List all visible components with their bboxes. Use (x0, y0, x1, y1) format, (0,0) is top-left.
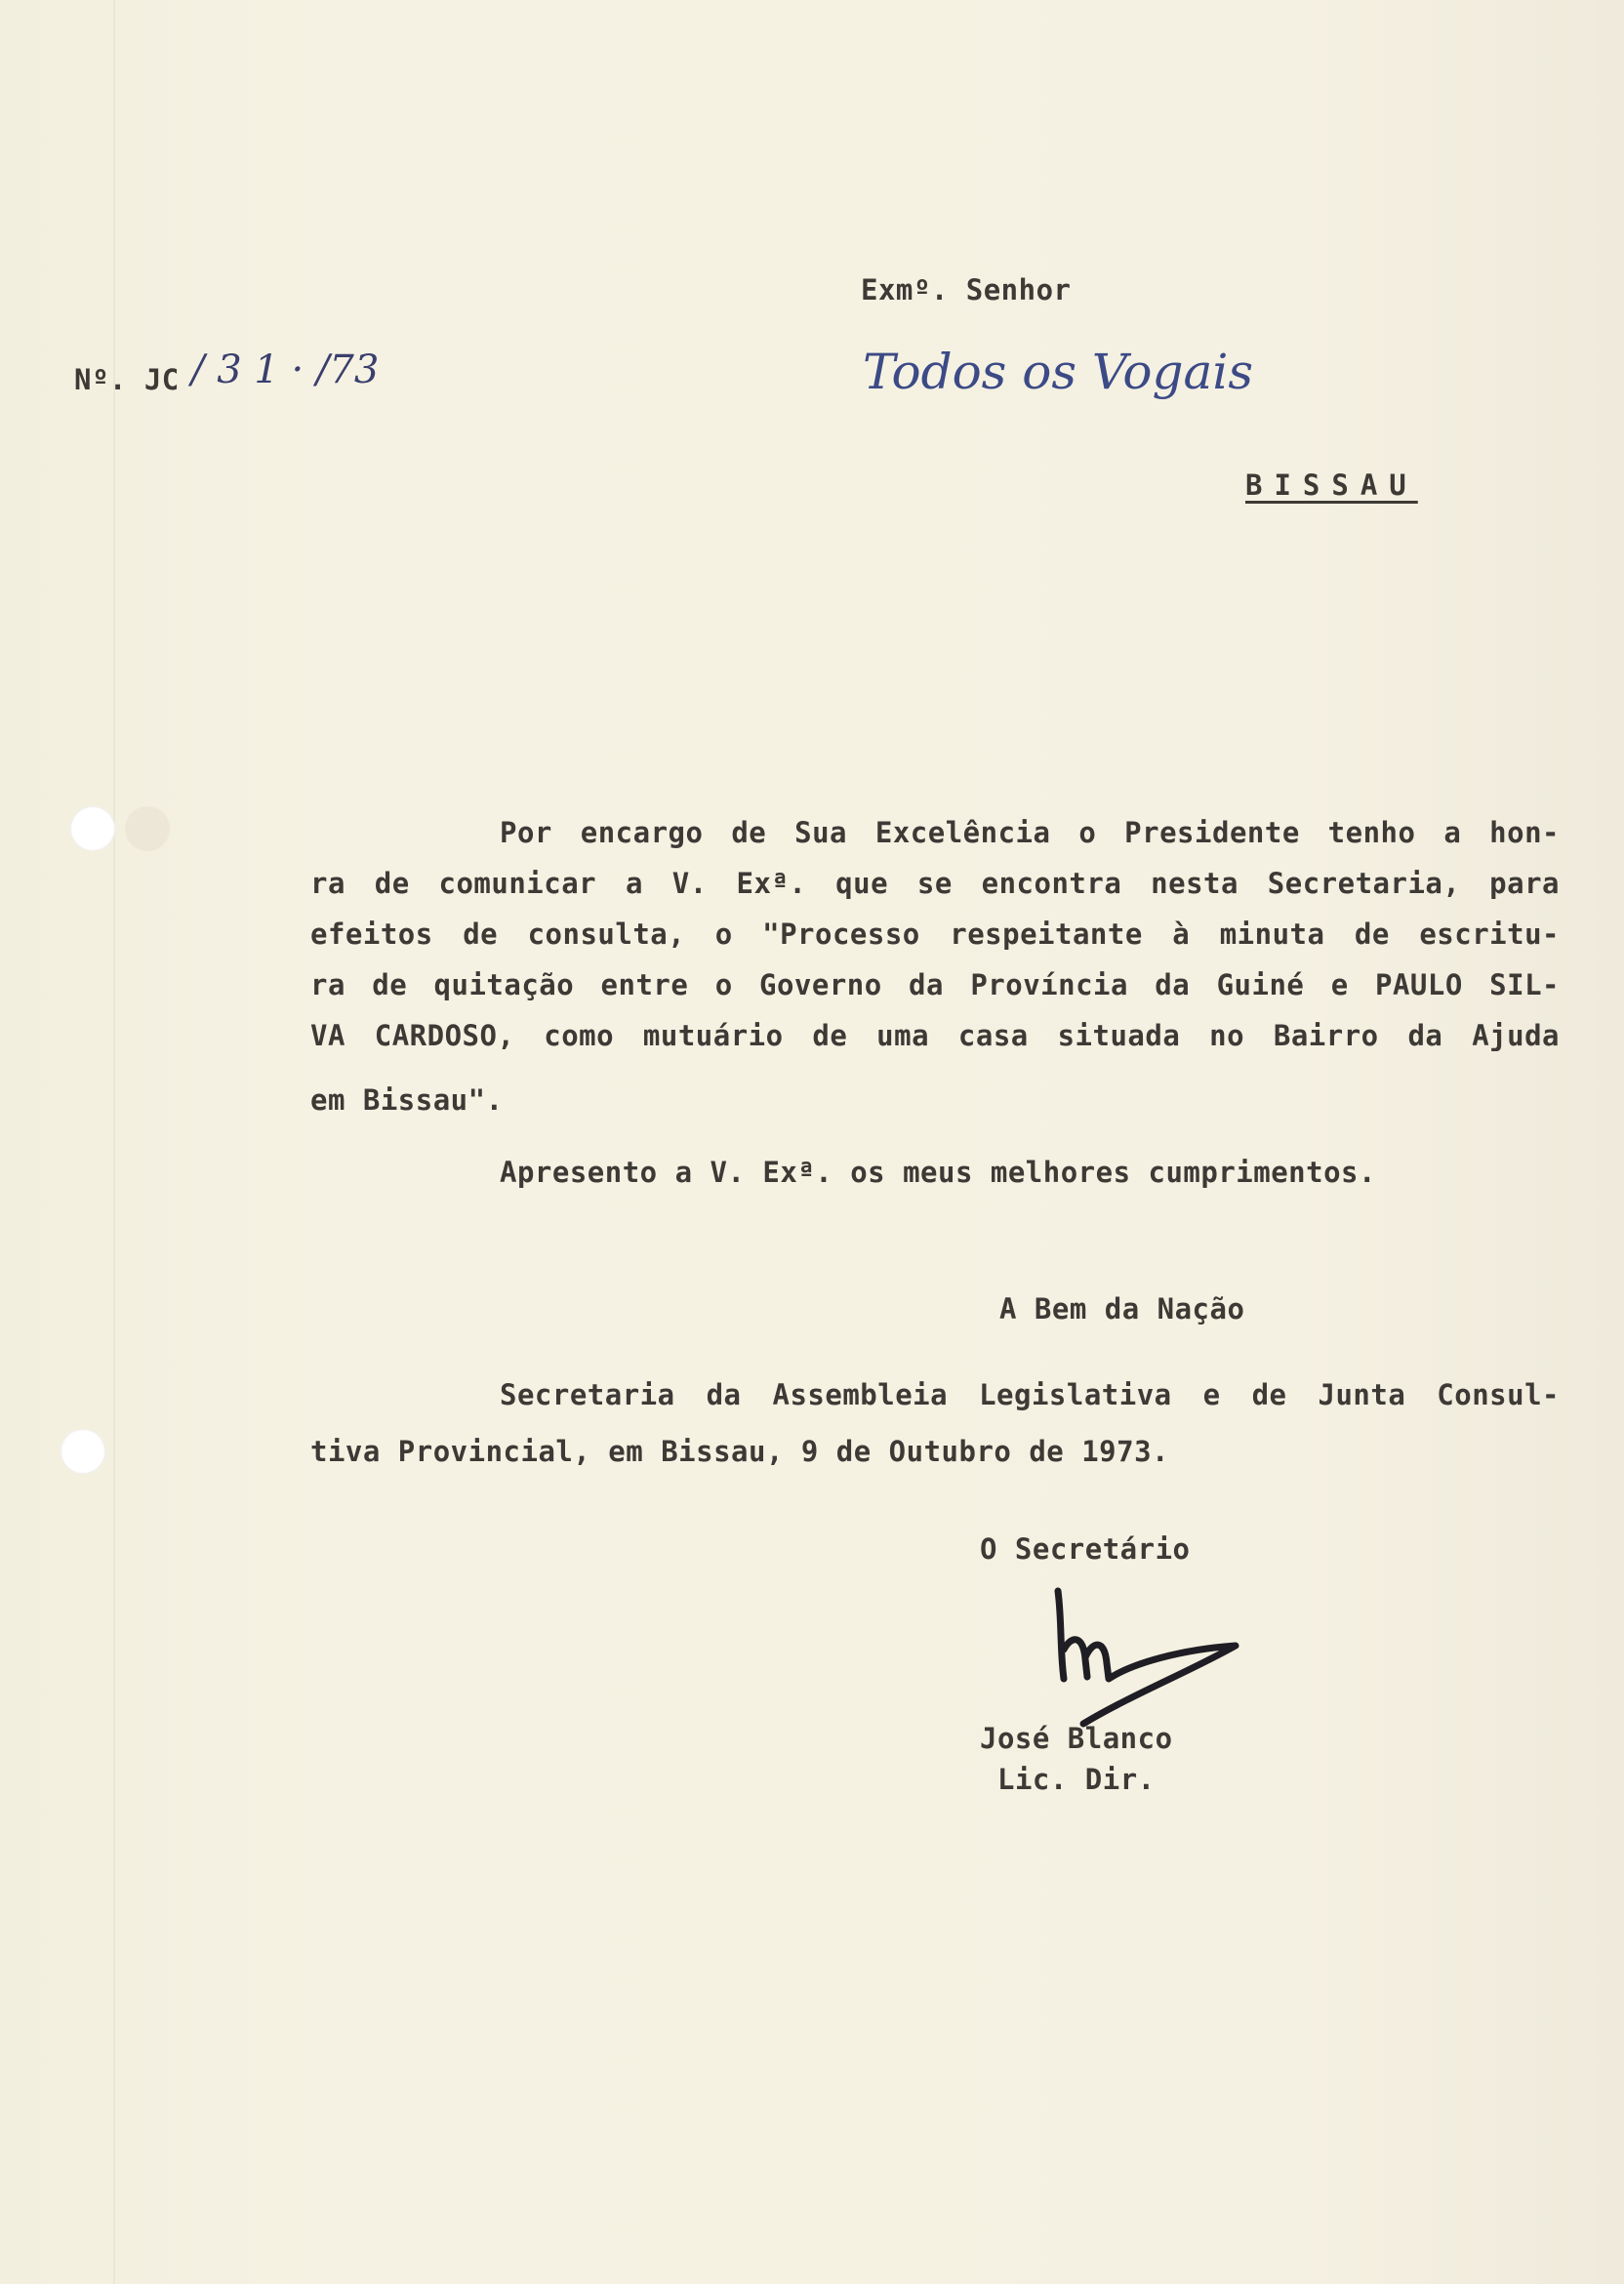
body-line: VA CARDOSO, como mutuário de uma casa situada no Bairro da Ajuda (310, 1019, 1560, 1052)
city: BISSAU (1245, 469, 1418, 502)
punch-hole-top (70, 806, 115, 851)
punch-hole-bottom (61, 1429, 105, 1474)
body-line: ra de quitação entre o Governo da Província da Guiné e PAULO SIL- (310, 968, 1560, 1001)
signer-role: Lic. Dir. (997, 1763, 1156, 1796)
punch-hole-shadow (125, 806, 170, 851)
place-date-line: Secretaria da Assembleia Legislativa e de Junta Consul- (500, 1378, 1560, 1411)
body-line: em Bissau". (310, 1083, 504, 1117)
page-crease (113, 0, 115, 2284)
signer-name: José Blanco (980, 1722, 1173, 1755)
signature (1044, 1581, 1259, 1728)
place-date-line: tiva Provincial, em Bissau, 9 de Outubro de 1973. (310, 1435, 1170, 1468)
closing-greeting: Apresento a V. Exª. os meus melhores cumprimentos. (500, 1156, 1376, 1189)
reference-handwritten: / 3 1 · /73 (191, 347, 380, 392)
recipient-handwritten: Todos os Vogais (863, 344, 1253, 400)
signer-title: O Secretário (980, 1532, 1191, 1566)
salutation: Exmº. Senhor (861, 273, 1072, 306)
reference-number: Nº. JC (74, 363, 180, 396)
body-line: Por encargo de Sua Excelência o Presidente tenho a hon- (500, 816, 1560, 849)
body-line: ra de comunicar a V. Exª. que se encontra nesta Secretaria, para (310, 867, 1560, 900)
body-line: efeitos de consulta, o "Processo respeitante à minuta de escritu- (310, 918, 1560, 951)
motto: A Bem da Nação (999, 1292, 1245, 1326)
